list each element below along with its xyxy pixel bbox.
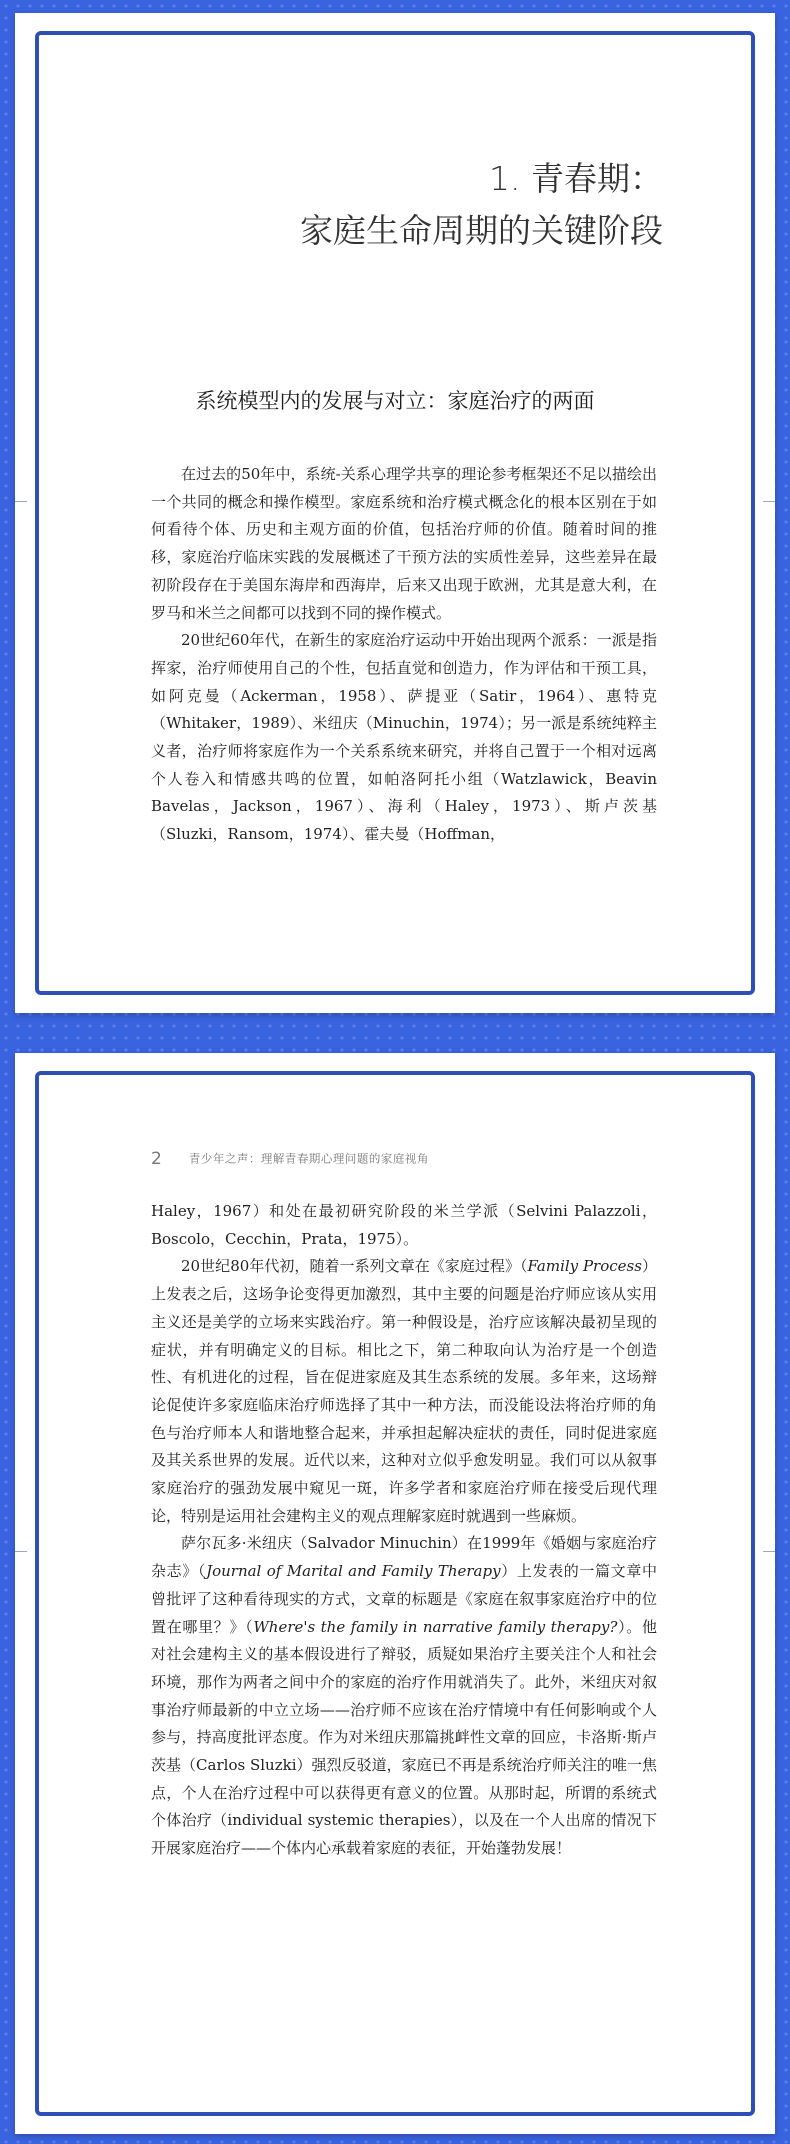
margin-tick xyxy=(15,501,27,502)
running-title: 青少年之声：理解青春期心理问题的家庭视角 xyxy=(188,1151,429,1166)
body-text xyxy=(151,461,657,849)
paragraph xyxy=(151,1253,657,1530)
text-run: ）。他对社会建构主义的基本假设进行了辩驳，质疑如果治疗主要关注个人和社会环境，那作为两者之间中介的家庭的治疗作用就消失了。此外，米纽庆对叙事治疗师最新的中立立场——治疗师不应该在治疗情境中有任何影响或个人参与，持高度批评态度。作为对米纽庆那篇挑衅性文章的回应，卡洛斯·斯卢茨基（Carlos Sluzki）强烈反驳道，家庭已不再是系统治疗师关注的唯一焦点，个人在治疗过程中可以获得更有意义的位置。从那时起，所谓的系统式个体治疗（individual systemic therapies），以及在一个人出席的情况下开展家庭治疗——个体内心承载着家庭的表征，开始蓬勃发展！ xyxy=(151,1617,657,1858)
page-number: 2 xyxy=(151,1148,162,1169)
text-run: ）上发表之后，这场争论变得更加激烈，其中主要的问题是治疗师应该从实用主义还是美学的立场来实践治疗。第一种假设是，治疗应该解决最初呈现的症状，并有明确定义的目标。相比之下，第二种取向认为治疗是一个创造性、有机进化的过程，旨在促进家庭及其生态系统的发展。多年来，这场辩论促使许多家庭临床治疗师选择了其中一种方法，而没能设法将治疗师的角色与治疗师本人和谐地整合起来，并承担起解决症状的责任，同时促进家庭及其关系世界的发展。近代以来，这种对立似乎愈发明显。我们可以从叙事家庭治疗的强劲发展中窥见一斑，许多学者和家庭治疗师在接受后现代理论，特别是运用社会建构主义的观点理解家庭时就遇到一些麻烦。 xyxy=(151,1257,657,1525)
text-run: ）上发表的一篇文章中曾批评了这种看待现实的方式，文章的标题是《家庭在叙事家庭治疗中的位置在哪里？》（ xyxy=(151,1562,657,1636)
section-title: 系统模型内的发展与对立：家庭治疗的两面 xyxy=(195,389,595,413)
body-text xyxy=(151,1198,657,1863)
journal-title: Journal of Marital and Family Therapy xyxy=(206,1562,501,1581)
chapter-title xyxy=(300,153,663,257)
margin-tick xyxy=(763,501,775,502)
chapter-title-line-2: 家庭生命周期的关键阶段 xyxy=(300,211,663,250)
text-run: 萨尔瓦多·米纽庆（Salvador Minuchin）在1999年《婚姻与家庭治疗杂志》（ xyxy=(151,1534,657,1581)
margin-tick xyxy=(15,1551,27,1552)
article-title: Where's the family in narrative family therapy? xyxy=(253,1617,618,1636)
running-header xyxy=(151,1148,429,1169)
chapter-title-line-1: 1. 青春期： xyxy=(489,159,663,198)
margin-tick xyxy=(763,1551,775,1552)
paragraph: Haley，1967）和处在最初研究阶段的米兰学派（Selvini Palazzoli，Boscolo，Cecchin，Prata，1975）。 xyxy=(151,1202,657,1248)
journal-title: Family Process xyxy=(527,1257,642,1276)
book-page-2 xyxy=(15,1053,775,2134)
text-run: 20世纪80年代初，随着一系列文章在《家庭过程》（ xyxy=(181,1257,528,1276)
paragraph: 在过去的50年中，系统-关系心理学共享的理论参考框架还不足以描绘出一个共同的概念和操作模型。家庭系统和治疗模式概念化的根本区别在于如何看待个体、历史和主观方面的价值，包括治疗师的价值。随着时间的推移，家庭治疗临床实践的发展概述了干预方法的实质性差异，这些差异在最初阶段存在于美国东海岸和西海岸，后来又出现于欧洲，尤其是意大利，在罗马和米兰之间都可以找到不同的操作模式。 xyxy=(151,465,657,622)
book-page-1 xyxy=(15,13,775,1013)
paragraph xyxy=(151,1530,657,1862)
paragraph: 20世纪60年代，在新生的家庭治疗运动中开始出现两个派系：一派是指挥家，治疗师使用自己的个性，包括直觉和创造力，作为评估和干预工具，如阿克曼（Ackerman，1958）、萨提亚（Satir，1964）、惠特克（Whitaker，1989）、米纽庆（Minuchin，1974）；另一派是系统纯粹主义者，治疗师将家庭作为一个关系系统来研究，并将自己置于一个相对远离个人卷入和情感共鸣的位置，如帕洛阿托小组（Watzlawick，Beavin Bavelas，Jackson，1967）、海利（Haley，1973）、斯卢茨基（Sluzki，Ransom，1974）、霍夫曼（Hoffman， xyxy=(151,631,657,844)
